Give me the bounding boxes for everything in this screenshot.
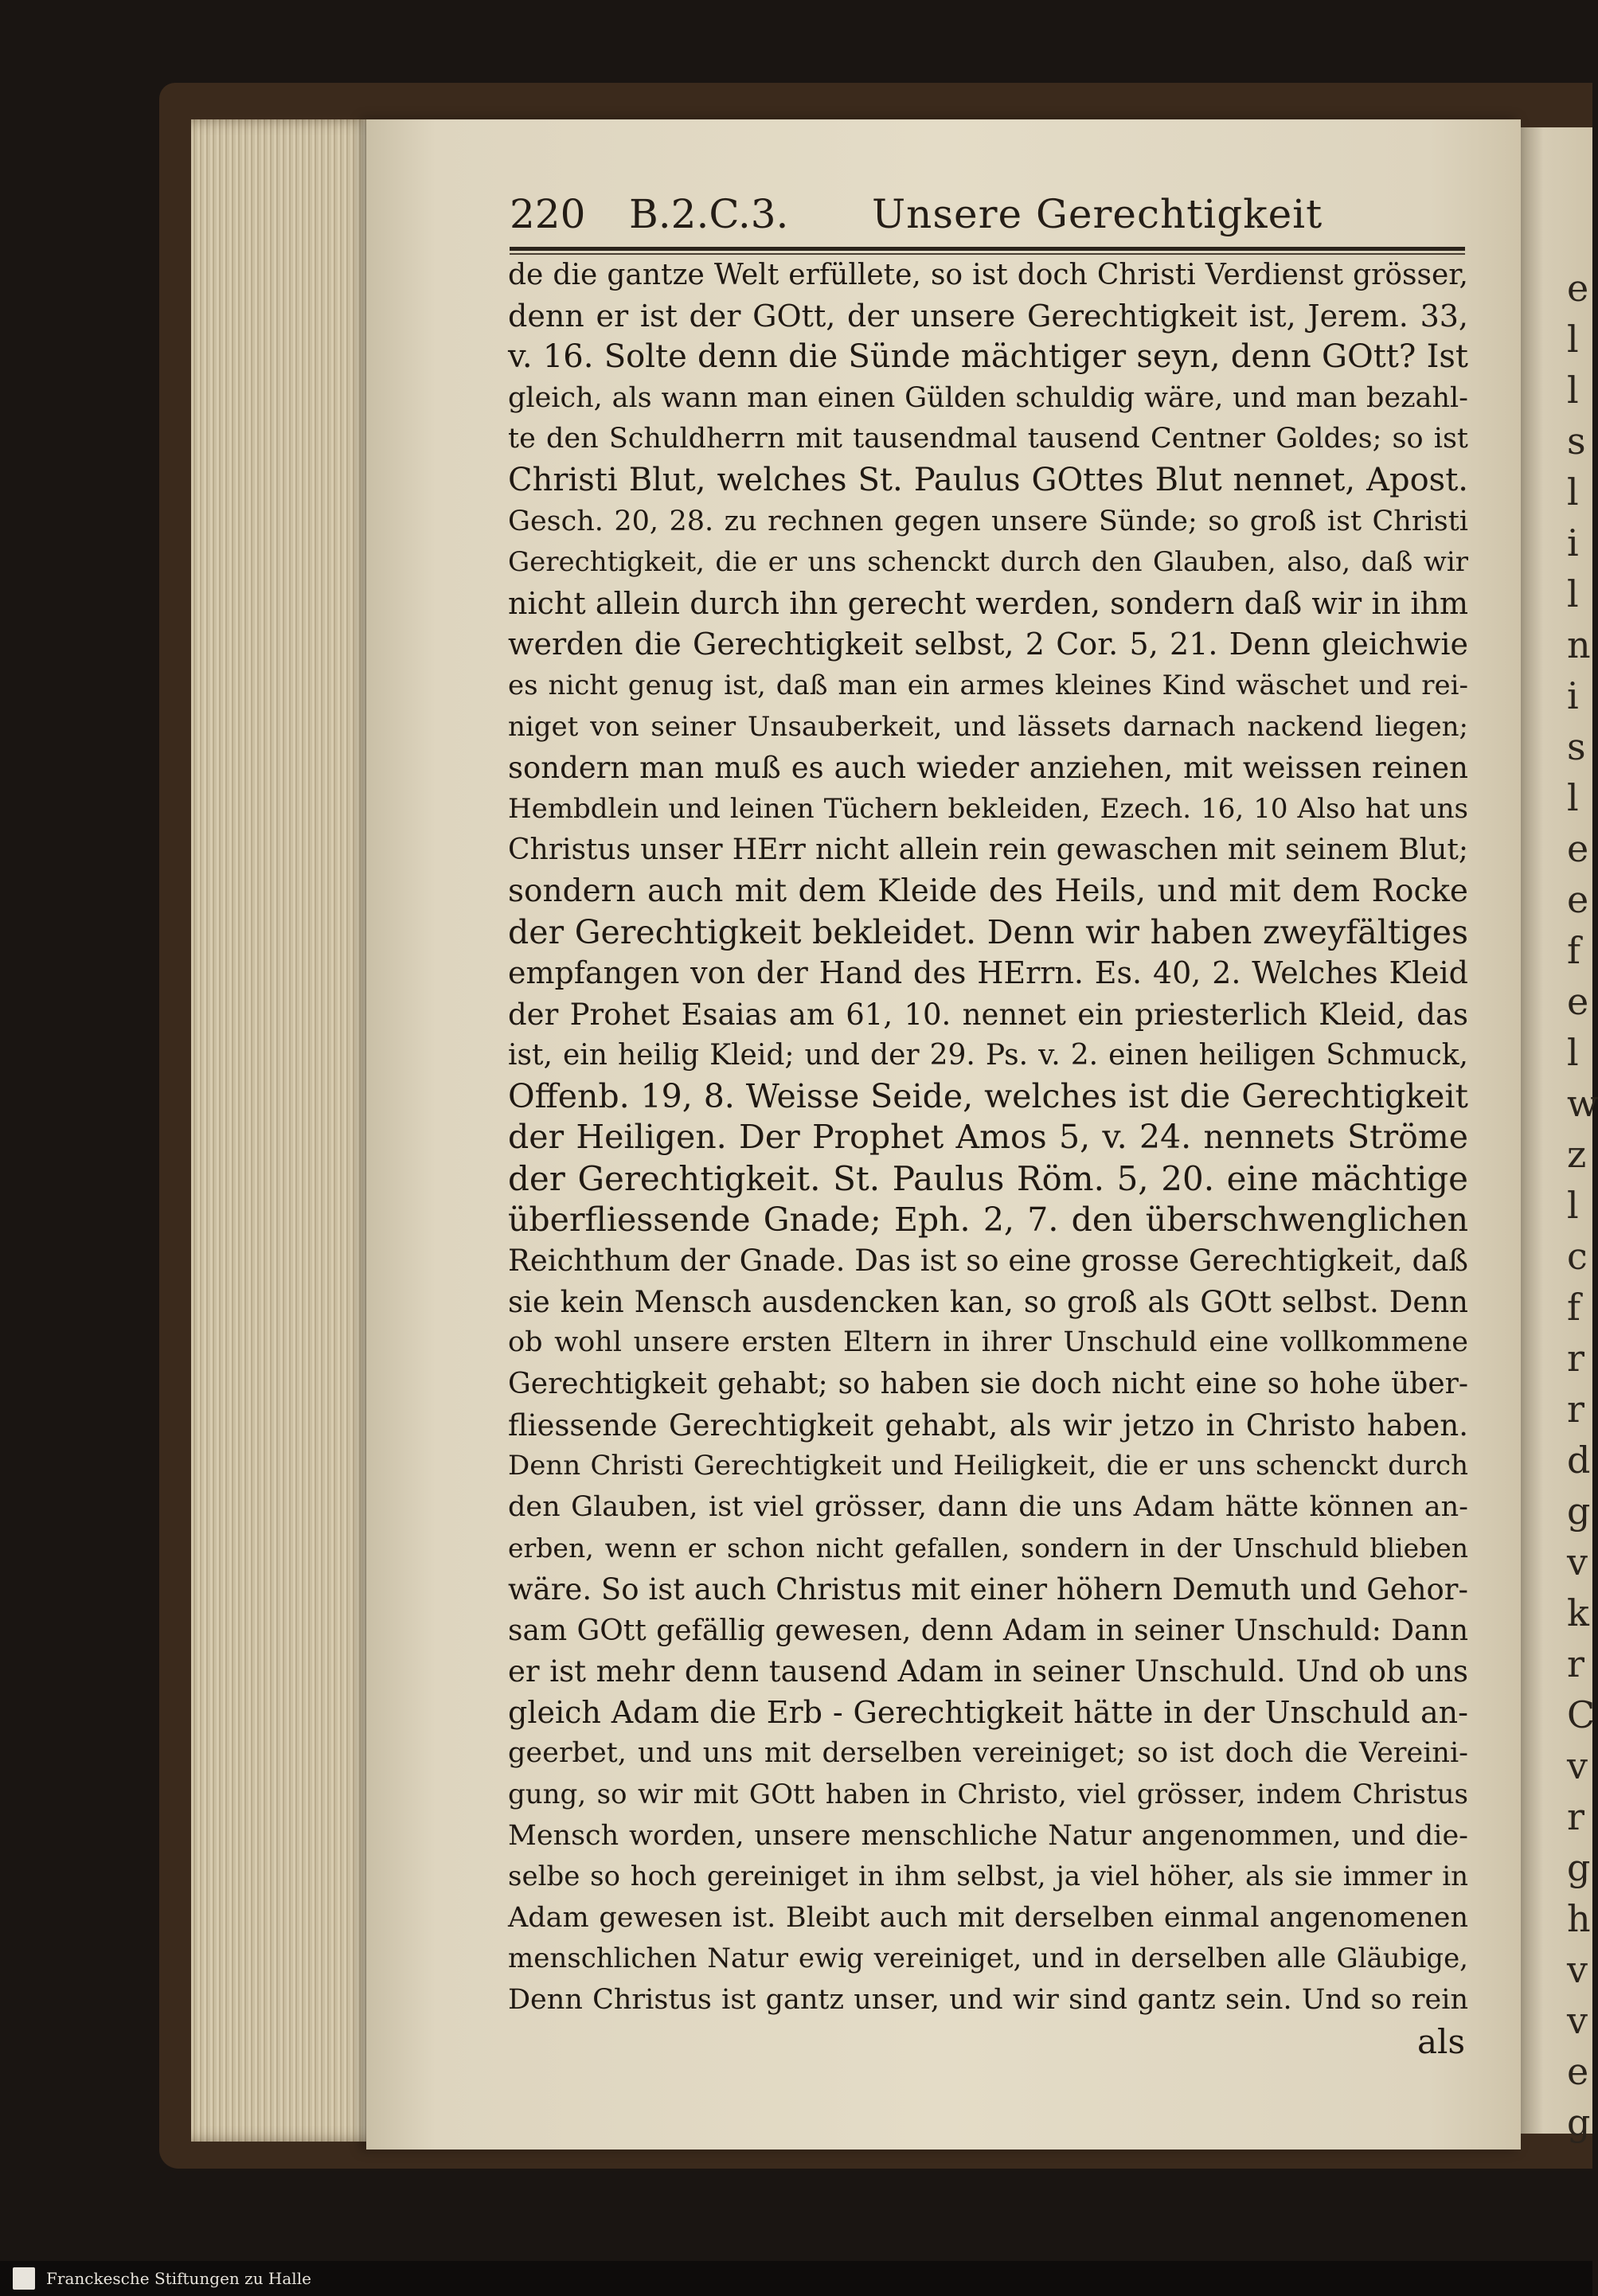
text-line: sondern man muß es auch wieder anziehen, mit weissen reinen — [508, 751, 1468, 786]
edge-letter: g — [1567, 1846, 1591, 1889]
edge-letter: e — [1567, 2050, 1589, 2093]
edge-letter: l — [1567, 776, 1579, 819]
text-line: wäre. So ist auch Christus mit einer höhern Demuth und Gehor- — [508, 1572, 1468, 1607]
edge-letter: v — [1567, 1999, 1588, 2042]
text-line: der Gerechtigkeit bekleidet. Denn wir haben zweyfältiges — [508, 912, 1468, 951]
text-line: der Prohet Esaias am 61, 10. nennet ein priesterlich Kleid, das — [508, 997, 1468, 1032]
edge-letter: r — [1567, 1642, 1584, 1685]
edge-letter: w — [1567, 1082, 1598, 1125]
text-line: empfangen von der Hand des HErrn. Es. 40, 2. Welches Kleid — [508, 955, 1468, 991]
text-line: der Heiligen. Der Prophet Amos 5, v. 24. nennets Ströme — [508, 1118, 1468, 1157]
body-text — [508, 255, 1468, 2021]
text-line: gung, so wir mit GOtt haben in Christo, viel grösser, indem Christus — [508, 1778, 1468, 1810]
edge-letter: r — [1567, 1337, 1584, 1380]
edge-letter: i — [1567, 521, 1579, 564]
text-line: de die gantze Welt erfüllete, so ist doch Christi Verdienst grösser, — [508, 259, 1468, 291]
edge-letter: r — [1567, 1795, 1584, 1838]
text-line: geerbet, und uns mit derselben vereiniget; so ist doch die Vereini- — [508, 1737, 1468, 1770]
text-line: sie kein Mensch ausdencken kan, so groß als GOtt selbst. Denn — [508, 1284, 1468, 1319]
edge-letter: v — [1567, 1540, 1588, 1583]
text-line: gleich Adam die Erb - Gerechtigkeit hätte in der Unschuld an- — [508, 1694, 1468, 1730]
text-line: Christi Blut, welches St. Paulus GOttes Blut nennet, Apost. — [508, 461, 1468, 498]
text-line: fliessende Gerechtigkeit gehabt, als wir jetzo in Christo haben. — [508, 1408, 1468, 1443]
section-reference: B.2.C.3. — [629, 191, 789, 237]
edge-letter: l — [1567, 572, 1579, 615]
header-rule — [510, 247, 1465, 251]
text-line: Denn Christi Gerechtigkeit und Heiligkeit, die er uns schenckt durch — [508, 1450, 1468, 1482]
edge-letter: n — [1567, 623, 1591, 666]
text-line: sam GOtt gefällig gewesen, denn Adam in seiner Unschuld: Dann — [508, 1614, 1468, 1647]
text-line: selbe so hoch gereiniget in ihm selbst, ja viel höher, als sie immer in — [508, 1861, 1468, 1893]
edge-letter: f — [1567, 929, 1581, 972]
text-line: es nicht genug ist, daß man ein armes kleines Kind wäschet und rei- — [508, 669, 1468, 701]
edge-letter: e — [1567, 267, 1589, 310]
edge-letter: g — [1567, 1490, 1591, 1533]
edge-letter: k — [1567, 1591, 1589, 1634]
text-line: sondern auch mit dem Kleide des Heils, und mit dem Rocke — [508, 873, 1468, 909]
edge-letter: d — [1567, 1439, 1591, 1482]
edge-letter: v — [1567, 1948, 1588, 1991]
edge-letter: l — [1567, 318, 1579, 361]
text-line: menschlichen Natur ewig vereiniget, und in derselben alle Gläubige, — [508, 1943, 1468, 1975]
edge-letter: f — [1567, 1286, 1581, 1329]
page-number: 220 — [510, 191, 586, 237]
text-line: erben, wenn er schon nicht gefallen, sondern in der Unschuld blieben — [508, 1533, 1468, 1564]
edge-letter: h — [1567, 1897, 1591, 1940]
text-line: te den Schuldherrn mit tausendmal tausend Centner Goldes; so ist — [508, 423, 1468, 455]
edge-letter: s — [1567, 420, 1586, 463]
text-line: Adam gewesen ist. Bleibt auch mit derselben einmal angenomenen — [508, 1901, 1468, 1934]
text-line: gleich, als wann man einen Gülden schuldig wäre, und man bezahl- — [508, 381, 1468, 414]
running-title: Unsere Gerechtigkeit — [872, 191, 1323, 237]
text-line: Christus unser HErr nicht allein rein gewaschen mit seinem Blut; — [508, 834, 1468, 867]
text-line: er ist mehr denn tausend Adam in seiner Unschuld. Und ob uns — [508, 1654, 1468, 1689]
text-line: den Glauben, ist viel grösser, dann die uns Adam hätte können an- — [508, 1490, 1468, 1523]
edge-letter: z — [1567, 1133, 1587, 1176]
edge-letter: e — [1567, 878, 1589, 921]
text-line: Mensch worden, unsere menschliche Natur angenommen, und die- — [508, 1819, 1468, 1852]
edge-letter: i — [1567, 674, 1579, 717]
edge-letter: l — [1567, 369, 1579, 412]
institution-logo-icon — [13, 2267, 35, 2290]
edge-letter: e — [1567, 980, 1589, 1023]
edge-letter: c — [1567, 1235, 1588, 1278]
text-line: nicht allein durch ihn gerecht werden, sondern daß wir in ihm — [508, 585, 1468, 621]
footer-institution: Franckesche Stiftungen zu Halle — [46, 2269, 311, 2288]
text-line: ist, ein heilig Kleid; und der 29. Ps. v. 2. einen heiligen Schmuck, — [508, 1039, 1468, 1072]
text-line: Gerechtigkeit gehabt; so haben sie doch nicht eine so hohe über- — [508, 1368, 1468, 1401]
text-line: der Gerechtigkeit. St. Paulus Röm. 5, 20. eine mächtige — [508, 1159, 1468, 1199]
text-line: niget von seiner Unsauberkeit, und lässets darnach nackend liegen; — [508, 710, 1468, 743]
edge-letter: g — [1567, 2101, 1591, 2144]
text-line: Offenb. 19, 8. Weisse Seide, welches ist die Gerechtigkeit — [508, 1076, 1468, 1115]
text-line: Gesch. 20, 28. zu rechnen gegen unsere Sünde; so groß ist Christi — [508, 505, 1468, 537]
edge-letter: l — [1567, 1031, 1579, 1074]
facing-page-letters — [1567, 263, 1598, 2148]
edge-letter: v — [1567, 1744, 1588, 1787]
edge-letter: C — [1567, 1693, 1596, 1736]
text-line: überfliessende Gnade; Eph. 2, 7. den überschwenglichen — [508, 1200, 1468, 1239]
edge-letter: r — [1567, 1388, 1584, 1431]
edge-letter: l — [1567, 471, 1579, 513]
text-line: ob wohl unsere ersten Eltern in ihrer Unschuld eine vollkommene — [508, 1326, 1468, 1359]
text-line: Gerechtigkeit, die er uns schenckt durch den Glauben, also, daß wir — [508, 546, 1468, 579]
edge-letter: s — [1567, 725, 1586, 768]
text-line: v. 16. Solte denn die Sünde mächtiger seyn, denn GOtt? Ist — [508, 338, 1468, 376]
running-header — [510, 188, 1465, 244]
edge-letter: l — [1567, 1184, 1579, 1227]
edge-letter: e — [1567, 827, 1589, 870]
text-line: denn er ist der GOtt, der unsere Gerechtigkeit ist, Jerem. 33, — [508, 298, 1468, 334]
text-line: Reichthum der Gnade. Das ist so eine grosse Gerechtigkeit, daß — [508, 1244, 1468, 1279]
text-line: Hembdlein und leinen Tüchern bekleiden, Ezech. 16, 10 Also hat uns — [508, 792, 1468, 825]
text-line: Denn Christus ist gantz unser, und wir sind gantz sein. Und so rein — [508, 1983, 1468, 2016]
catchword: als — [1416, 2022, 1465, 2061]
text-line: werden die Gerechtigkeit selbst, 2 Cor. 5, 21. Denn gleichwie — [508, 627, 1468, 662]
